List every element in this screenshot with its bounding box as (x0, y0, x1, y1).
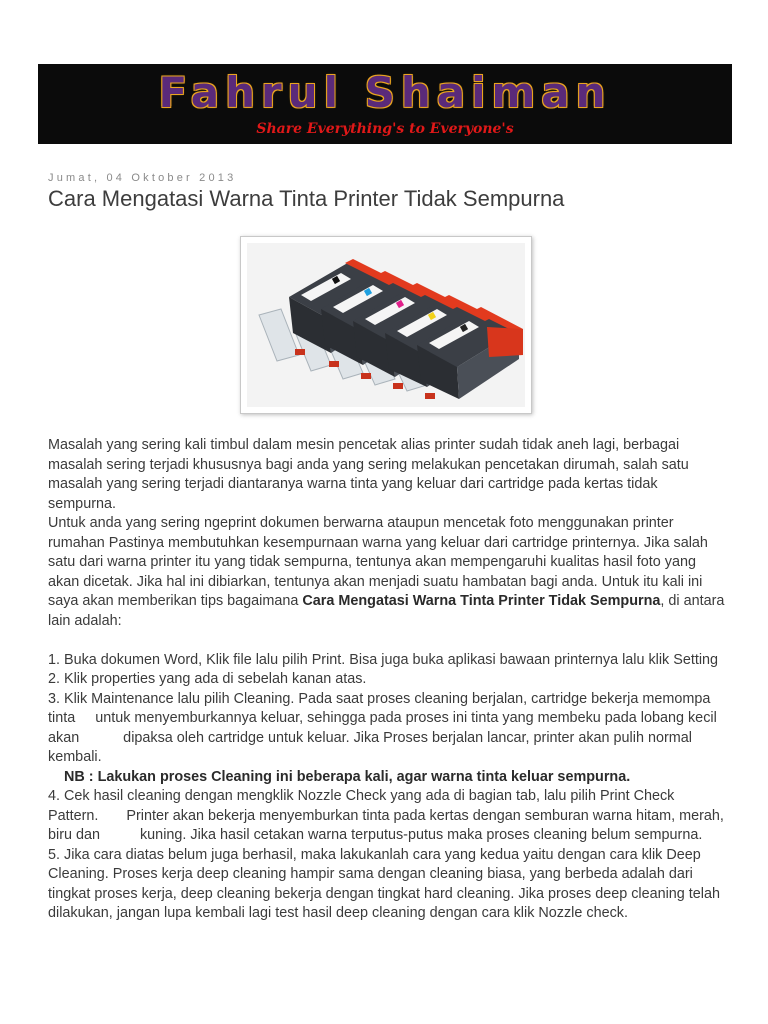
paragraph-tips-intro-text: Untuk anda yang sering ngeprint dokumen berwarna ataupun mencetak foto menggunakan printer rumahan Pastinya membutuhkan kesempurnaan warna yang keluar dari cartridge printernya. Jika salah satu dari warna printer itu yang tidak sempurna, tentunya akan mempengaruhi kualitas hasil foto yang akan dicetak. Jika hal ini dibiarkan, tentunya akan menjadi suatu hambatan bagi anda. Untuk itu kali ini saya akan memberikan tips bagaimana (48, 515, 708, 609)
ink-cartridges-photo-icon (241, 237, 531, 413)
blog-title[interactable]: Fahrul Shaiman (158, 68, 612, 117)
step-3: 3. Klik Maintenance lalu pilih Cleaning. Pada saat proses cleaning berjalan, cartridge bekerja memompa tinta untuk menyemburkannya keluar, sehingga pada proses ini tinta yang membeku pada lobang kecil akan dipaksa oleh cartridge untuk keluar. Jika Proses berjalan lancar, printer akan pulih normal kembali. (48, 690, 721, 765)
step-1: 1. Buka dokumen Word, Klik file lalu pilih Print. Bisa juga buka aplikasi bawaan printernya lalu klik Setting (48, 651, 719, 668)
paragraph-spacer (48, 631, 728, 651)
post-body (48, 436, 761, 924)
post-date: Jumat, 04 Oktober 2013 (48, 172, 237, 184)
blog-tagline: Share Everything's to Everyone's (256, 121, 514, 137)
step-5: 5. Jika cara diatas belum juga berhasil, maka lakukanlah cara yang kedua yaitu dengan cara klik Deep Cleaning. Proses kerja deep cleaning hampir sama dengan cleaning biasa, yang berbeda adalah dari tingkat proses kerja, deep cleaning bekerja dengan tingkat hard cleaning. Jika proses deep cleaning telah dilakukan, jangan lupa kembali lagi test hasil deep cleaning dengan cara klik Nozzle check. (48, 846, 761, 921)
step-4: 4. Cek hasil cleaning dengan mengklik Nozzle Check yang ada di bagian tab, lalu pilih Print Check Pattern. Printer akan bekerja menyemburkan tinta pada kertas dengan semburan warna hitam, merah, biru dan kuning. Jika hasil cetakan warna terputus-putus maka proses cleaning belum sempurna. (48, 788, 728, 843)
post-title[interactable]: Cara Mengatasi Warna Tinta Printer Tidak Sempurna (48, 186, 565, 211)
step-2: 2. Klik properties yang ada di sebelah kanan atas. (48, 671, 367, 687)
paragraph-tips-intro (48, 514, 728, 631)
blog-header-banner[interactable] (38, 64, 732, 144)
paragraph-intro: Masalah yang sering kali timbul dalam mesin pencetak alias printer sudah tidak aneh lagi, berbagai masalah sering terjadi khususnya bagi anda yang sering melakukan pencetakan dirumah, salah satu masalah yang sering terjadi diantaranya warna tinta yang keluar dari cartridge pada kertas tidak sempurna. (48, 437, 689, 512)
paragraph-tips-intro-bold: Cara Mengatasi Warna Tinta Printer Tidak Sempurna (302, 593, 661, 609)
paragraph-tips-intro-tail: , di antara lain adalah: (48, 593, 725, 629)
post-image[interactable] (240, 236, 532, 414)
nb-note: NB : Lakukan proses Cleaning ini beberapa kali, agar warna tinta keluar sempurna. (64, 768, 631, 785)
